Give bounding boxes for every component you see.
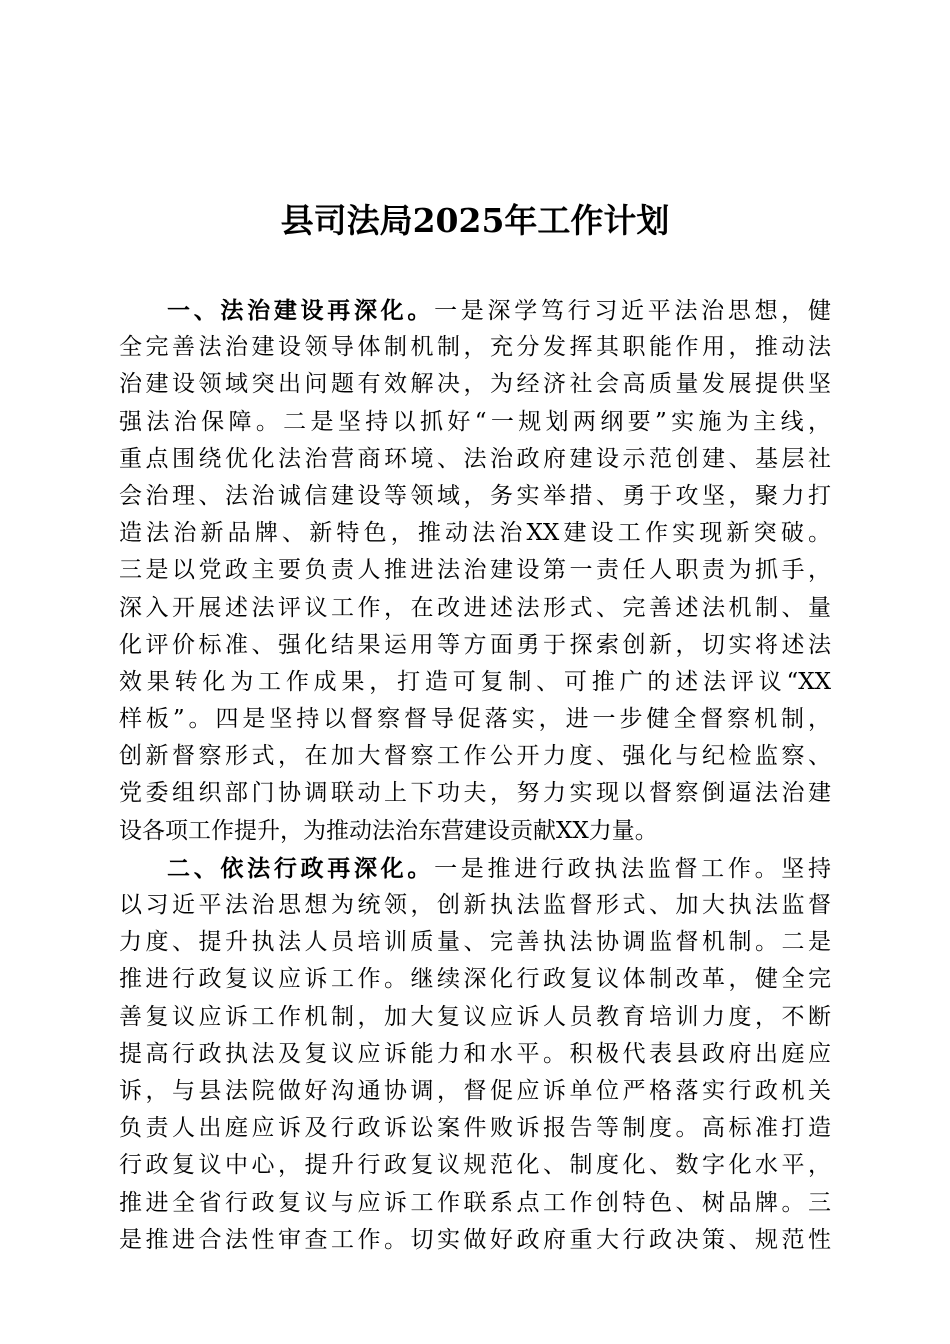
paragraph-line: 化评价标准、强化结果运用等方面勇于探索创新，切实将述法 xyxy=(119,631,831,658)
paragraph-line: 以习近平法治思想为统领，创新执法监督形式、加大执法监督 xyxy=(119,892,831,918)
section-heading: 一、法治建设再深化。 xyxy=(167,297,435,324)
paragraph-line: 善复议应诉工作机制，加大复议应诉人员教育培训力度，不断 xyxy=(119,1003,831,1030)
paragraph-line: 样板”。四是坚持以督察督导促落实，进一步健全督察机制， xyxy=(119,706,831,733)
section-heading: 二、依法行政再深化。 xyxy=(167,854,435,882)
paragraph-line: 设各项工作提升，为推动法治东营建设贡献XX力量。 xyxy=(119,817,658,844)
document-title: 县司法局2025年工作计划 xyxy=(280,201,670,240)
paragraph-line: 行政复议中心，提升行政复议规范化、制度化、数字化水平， xyxy=(119,1152,831,1179)
paragraph-line: 强法治保障。二是坚持以抓好“一规划两纲要”实施为主线， xyxy=(119,408,831,435)
paragraph-line: 诉，与县法院做好沟通协调，督促应诉单位严格落实行政机关 xyxy=(119,1077,831,1104)
paragraph-line: 效果转化为工作成果，打造可复制、可推广的述法评议“XX xyxy=(119,668,831,695)
document-body xyxy=(119,292,831,1259)
paragraph-line: 负责人出庭应诉及行政诉讼案件败诉报告等制度。高标准打造 xyxy=(119,1115,831,1142)
paragraph-line: 党委组织部门协调联动上下功夫，努力实现以督察倒逼法治建 xyxy=(119,780,831,807)
paragraph-line: 推进全省行政复议与应诉工作联系点工作创特色、树品牌。三 xyxy=(119,1189,831,1216)
paragraph-text: 一是推进行政执法监督工作。坚持 xyxy=(434,855,832,882)
paragraph-line: 三是以党政主要负责人推进法治建设第一责任人职责为抓手， xyxy=(119,557,831,584)
paragraph-line: 提高行政执法及复议应诉能力和水平。积极代表县政府出庭应 xyxy=(119,1040,831,1067)
paragraph-line: 力度、提升执法人员培训质量、完善执法协调监督机制。二是 xyxy=(119,929,831,956)
paragraph-line: 重点围绕优化法治营商环境、法治政府建设示范创建、基层社 xyxy=(119,445,831,472)
paragraph-line: 推进行政复议应诉工作。继续深化行政复议体制改革，健全完 xyxy=(119,966,831,993)
paragraph-line xyxy=(119,292,831,329)
paragraph-line: 创新督察形式，在加大督察工作公开力度、强化与纪检监察、 xyxy=(119,743,831,770)
paragraph-line xyxy=(119,850,831,887)
paragraph-line: 造法治新品牌、新特色，推动法治XX建设工作实现新突破。 xyxy=(119,520,831,547)
paragraph-text: 一是深学笃行习近平法治思想，健 xyxy=(434,298,832,324)
paragraph-line: 治建设领域突出问题有效解决，为经济社会高质量发展提供坚 xyxy=(119,371,831,398)
paragraph-line: 全完善法治建设领导体制机制，充分发挥其职能作用，推动法 xyxy=(119,334,831,361)
paragraph-line: 会治理、法治诚信建设等领域，务实举措、勇于攻坚，聚力打 xyxy=(119,482,831,509)
paragraph-line: 是推进合法性审查工作。切实做好政府重大行政决策、规范性 xyxy=(119,1226,831,1253)
paragraph-line: 深入开展述法评议工作，在改进述法形式、完善述法机制、量 xyxy=(119,594,831,621)
